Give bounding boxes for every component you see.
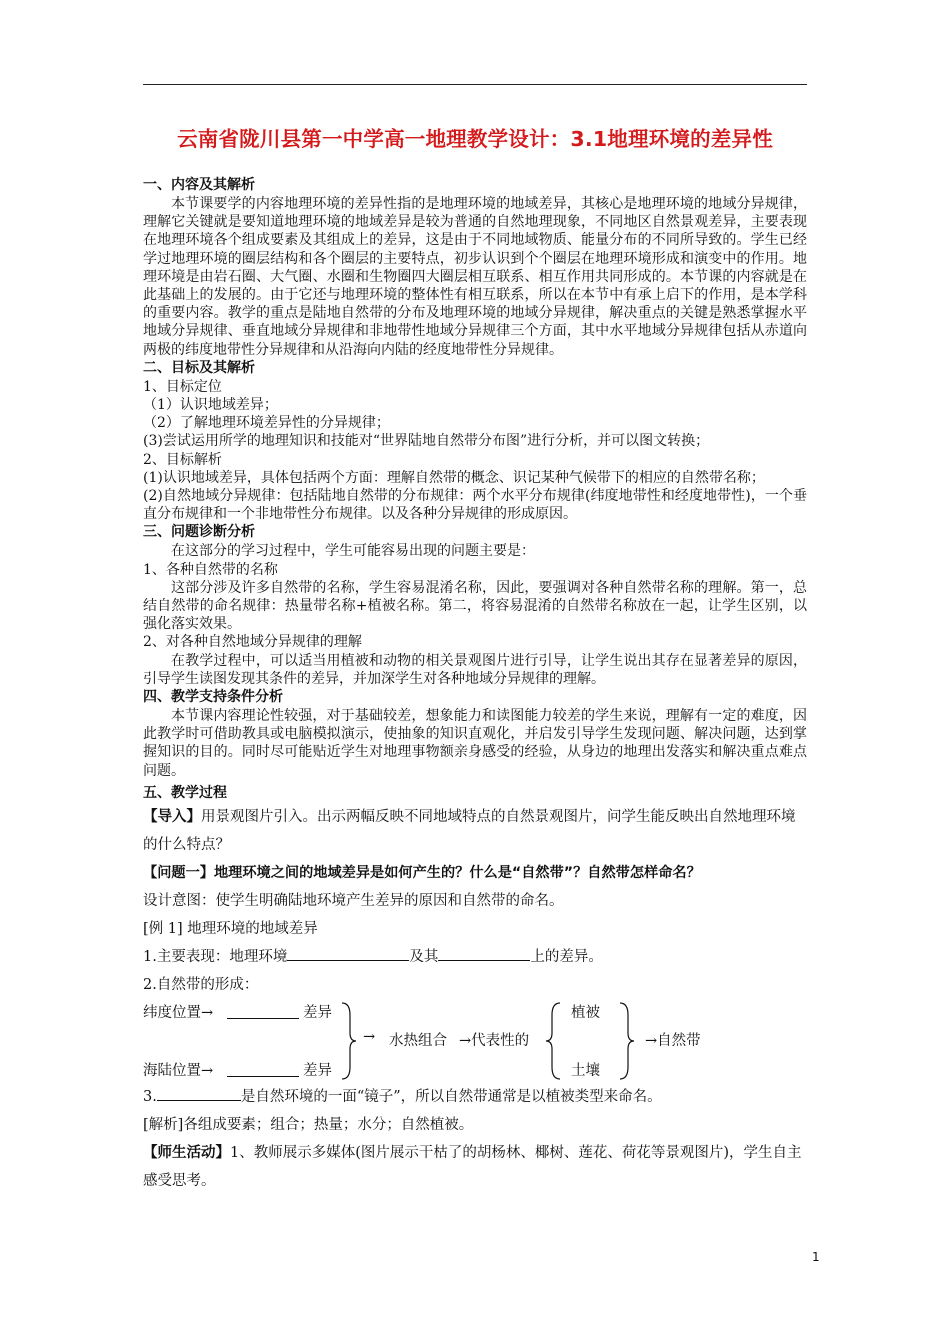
section-heading: 三、问题诊断分析 bbox=[143, 524, 255, 541]
page-number: 1 bbox=[812, 1250, 820, 1264]
answer-blank bbox=[157, 1085, 241, 1101]
example-label: [例 1] 地理环境的地域差异 bbox=[143, 920, 318, 937]
page-title: 云南省陇川县第一中学高一地理教学设计：3.1地理环境的差异性 bbox=[177, 127, 773, 151]
sea-land-label: 海陆位置→ bbox=[143, 1062, 214, 1079]
header-rule bbox=[143, 84, 807, 85]
brace-left bbox=[339, 999, 359, 1083]
answer-blank bbox=[438, 945, 530, 961]
intro-text: 用景观图片引入。出示两幅反映不同地域特点的自然景观图片，问学生能反映出自然地理环境的什么特点？ bbox=[143, 808, 796, 853]
list-item: (1)认识地域差异，具体包括两个方面：理解自然带的概念、识记某种气候带下的相应的自然带名称； bbox=[143, 469, 765, 486]
paragraph: 本节课内容理论性较强，对于基础较差，想象能力和读图能力较差的学生来说，理解有一定的难度，因此教学时可借助教具或电脑模拟演示，使抽象的知识直观化，并启发引导学生发现问题、解决问题，达到掌握知识的目的。同时尽可能贴近学生对地理事物额亲身感受的经验，从身边的地理出发落实和解决重点难点问题。 bbox=[143, 708, 807, 779]
vegetation-label: 植被 bbox=[571, 1004, 600, 1021]
document-body bbox=[143, 176, 807, 1195]
list-item: (2)自然地域分异规律：包括陆地自然带的分布规律：两个水平分布规律(纬度地带性和经度地带性)，一个垂直分布规律和一个非地带性分布规律。以及各种分异规律的形成原因。 bbox=[143, 488, 807, 523]
soil-label: 土壤 bbox=[571, 1062, 600, 1079]
section-heading: 四、教学支持条件分析 bbox=[143, 689, 283, 706]
list-item: （2）了解地理环境差异性的分异规律； bbox=[143, 415, 390, 432]
subheading: 1、各种自然带的名称 bbox=[143, 561, 278, 578]
water-heat-label: 水热组合 bbox=[389, 1032, 447, 1049]
answer-blank bbox=[227, 1003, 299, 1019]
paragraph: 在这部分的学习过程中，学生可能容易出现的问题主要是： bbox=[171, 543, 535, 560]
section-heading: 二、目标及其解析 bbox=[143, 359, 255, 376]
paragraph: 在教学过程中，可以适当用植被和动物的相关景观图片进行引导，让学生说出其存在显著差异的原因，引导学生读图发现其条件的差异，并加深学生对各种地域分异规律的理解。 bbox=[143, 652, 807, 687]
subheading: 1、目标定位 bbox=[143, 378, 222, 395]
intro-paragraph bbox=[143, 803, 807, 859]
section-heading: 一、内容及其解析 bbox=[143, 177, 255, 193]
arrow: → bbox=[363, 1028, 376, 1045]
subheading: 2、目标解析 bbox=[143, 451, 222, 468]
answer-blank bbox=[287, 945, 409, 961]
analysis-paragraph: [解析]各组成要素；组合；热量；水分；自然植被。 bbox=[143, 1116, 474, 1133]
latitude-label: 纬度位置→ bbox=[143, 1004, 214, 1021]
section-heading: 五、教学过程 bbox=[143, 784, 227, 801]
answer-blank bbox=[227, 1061, 299, 1077]
list-item: （1）认识地域差异； bbox=[143, 397, 278, 414]
blank-line-3: 3. 是自然环境的一面“镜子”，所以自然带通常是以植被类型来命名。 bbox=[143, 1083, 807, 1111]
brace-right bbox=[617, 999, 637, 1083]
intro-label: 【导入】 bbox=[143, 808, 201, 825]
natural-zone-label: →自然带 bbox=[645, 1032, 701, 1049]
brace-open bbox=[543, 999, 563, 1083]
question-one: 【问题一】地理环境之间的地域差异是如何产生的？什么是“自然带”？自然带怎样命名？ bbox=[143, 864, 701, 881]
design-intent: 设计意图：使学生明确陆地环境产生差异的原因和自然带的命名。 bbox=[143, 892, 564, 909]
difference-label: 差异 bbox=[303, 1062, 332, 1079]
difference-label: 差异 bbox=[303, 1004, 332, 1021]
paragraph: 这部分涉及许多自然带的名称，学生容易混淆名称，因此，要强调对各种自然带名称的理解。第一，总结自然带的命名规律：热量带名称+植被名称。第二，将容易混淆的自然带名称放在一起，让学生区别，以强化落实效果。 bbox=[143, 579, 807, 633]
subheading: 2、对各种自然地域分异规律的理解 bbox=[143, 634, 362, 651]
representative-label: →代表性的 bbox=[459, 1032, 530, 1049]
activity-text: 1、教师展示多媒体(图片展示干枯了的胡杨林、椰树、莲花、荷花等景观图片)，学生自主感受思考。 bbox=[143, 1144, 802, 1189]
natural-zone-diagram bbox=[143, 999, 807, 1083]
activity-label: 【师生活动】 bbox=[143, 1144, 230, 1161]
list-item: (3)尝试运用所学的地理知识和技能对“世界陆地自然带分布图”进行分析，并可以图文转换； bbox=[143, 433, 710, 450]
blank-line-1: 1.主要表现：地理环境 及其 上的差异。 bbox=[143, 943, 807, 971]
activity-paragraph bbox=[143, 1139, 807, 1195]
paragraph: 本节课要学的内容地理环境的差异性指的是地理环境的地域差异，其核心是地理环境的地域分异规律，理解它关键就是要知道地理环境的地域差异是较为普通的自然地理现象，不同地区自然景观差异，主要表现在地理环境各个组成要素及其组成上的差异，这是由于不同地域物质、能量分布的不同所导致的。学生已经学过地理环境的圈层结构和各个圈层的主要特点，初步认识到个个圈层在地理环境形成和演变中的作用。地理环境是由岩石圈、大气圈、水圈和生物圈四大圈层相互联系、相互作用共同形成的。本节课的内容就是在此基础上的发展的。由于它还与地理环境的整体性有相互联系，所以在本节中有承上启下的作用，是本学科的重要内容。教学的重点是陆地自然带的分布及地理环境的地域分异规律，解决重点的关键是熟悉掌握水平地域分异规律、垂直地域分异规律和非地带性地域分异规律三个方面，其中水平地域分异规律包括从赤道向两极的纬度地带性分异规律和从沿海向内陆的经度地带性分异规律。 bbox=[143, 196, 807, 358]
formation-label: 2.自然带的形成： bbox=[143, 976, 259, 993]
